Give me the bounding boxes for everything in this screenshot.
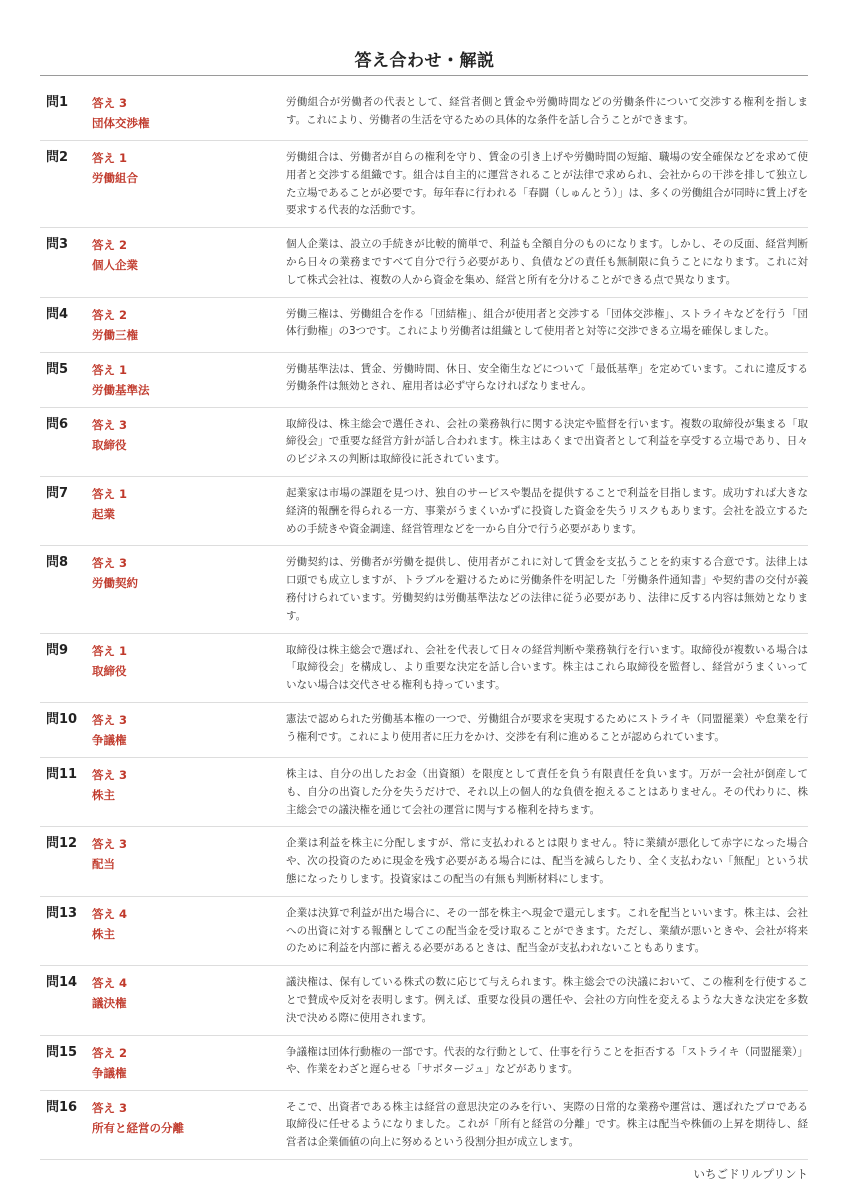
answer-block <box>92 641 286 695</box>
answer-block <box>92 710 286 750</box>
answer-choice: 答え 1 <box>92 643 128 658</box>
answer-block <box>92 305 286 345</box>
answer-row <box>40 703 808 758</box>
explanation-text: そこで、出資者である株主は経営の意思決定のみを行い、実際の日常的な業務や運営は、選ばれたプロである取締役に任せるようになりました。これが「所有と経営の分離」です。株主は配当や株価の上昇を期待し、経営者は企業価値の向上に努めるという役割分担が成立します。 <box>286 1100 808 1149</box>
explanation-text: 企業は決算で利益が出た場合に、その一部を株主へ現金で還元します。これを配当といいます。株主は、会社への出資に対する報酬としてこの配当金を受け取ることができます。ただし、業績が悪いときや、会社が将来のために利益を内部に蓄える必要があるときは、配当金が支払われないこともあります。 <box>286 906 808 955</box>
explanation-text: 個人企業は、設立の手続きが比較的簡単で、利益も全額自分のものになります。しかし、その反面、経営判断から日々の業務まですべて自分で行う必要があり、負債などの責任も無制限に負うことになります。これに対して株式会社は、複数の人から資金を集め、経営と所有を分けることができる点で異なります。 <box>286 238 808 286</box>
answer-term: 株主 <box>92 787 115 802</box>
question-number: 問1 <box>46 95 69 110</box>
answer-choice: 答え 3 <box>92 1100 128 1115</box>
answer-row <box>40 298 808 353</box>
answer-row <box>40 353 808 408</box>
answer-term: 争議権 <box>92 1065 127 1080</box>
explanation-text: 労働三権は、労働組合を作る「団結権」、組合が使用者と交渉する「団体交渉権」、ストライキなどを行う「団体行動権」の3つです。これにより労働者は組織として使用者と対等に交渉できる立場を確保しました。 <box>286 307 808 338</box>
footer-brand: いちごドリルプリント <box>693 1167 808 1181</box>
answer-choice: 答え 1 <box>92 362 128 377</box>
answer-choice: 答え 4 <box>92 976 128 991</box>
question-number: 問11 <box>46 766 78 782</box>
answer-row <box>40 86 808 141</box>
answer-term: 取締役 <box>92 663 127 678</box>
answer-block <box>92 93 286 133</box>
answer-choice: 答え 3 <box>92 96 128 110</box>
answer-term: 配当 <box>92 857 115 872</box>
answer-choice: 答え 3 <box>92 712 128 727</box>
answer-block <box>92 148 286 220</box>
question-number: 問8 <box>46 555 69 571</box>
answer-term: 取締役 <box>92 437 127 452</box>
question-number: 問9 <box>46 642 69 658</box>
answer-row <box>40 1091 808 1160</box>
title-divider <box>40 75 808 76</box>
question-number: 問14 <box>46 975 78 991</box>
answer-term: 争議権 <box>92 732 127 747</box>
answer-block <box>92 973 286 1027</box>
answer-block <box>92 1043 286 1083</box>
answer-row <box>40 634 808 703</box>
answer-choice: 答え 3 <box>92 837 128 852</box>
explanation-text: 労働組合は、労働者が自らの権利を守り、賃金の引き上げや労働時間の短縮、職場の安全確保などを求めて使用者と交渉する組織です。組合は自主的に運営されることが法律で求められ、会社からの干渉を排して独立した立場であることが必要です。毎年春に行われる「春闘（しゅんとう）」は、多くの労働組合が同時に賃上げを要求する代表的な活動です。 <box>286 151 808 217</box>
answer-list <box>40 86 808 1160</box>
answer-term: 株主 <box>92 926 115 941</box>
answer-row <box>40 827 808 896</box>
question-number: 問3 <box>46 237 69 253</box>
answer-block <box>92 834 286 888</box>
question-number: 問5 <box>46 361 69 377</box>
answer-term: 団体交渉権 <box>92 116 150 130</box>
question-number: 問6 <box>46 416 69 432</box>
answer-row <box>40 897 808 966</box>
answer-block <box>92 484 286 538</box>
answer-block <box>92 1098 286 1152</box>
question-number: 問16 <box>46 1099 78 1115</box>
answer-term: 労働三権 <box>92 327 138 342</box>
answer-term: 労働契約 <box>92 576 138 591</box>
explanation-text: 取締役は、株主総会で選任され、会社の業務執行に関する決定や監督を行います。複数の取締役が集まる「取締役会」で重要な経営方針が話し合われます。株主はあくまで出資者として利益を享受する立場であり、日々のビジネスの判断は取締役に託されています。 <box>286 417 808 466</box>
answer-choice: 答え 4 <box>92 906 128 921</box>
question-number: 問12 <box>46 836 78 852</box>
answer-row <box>40 758 808 827</box>
explanation-text: 議決権は、保有している株式の数に応じて与えられます。株主総会での決議において、この権利を行使することで賛成や反対を表明します。例えば、重要な役員の選任や、会社の方向性を変えるような大きな決定を多数決で決める際に使用されます。 <box>286 976 808 1024</box>
explanation-text: 労働組合が労働者の代表として、経営者側と賃金や労働時間などの労働条件について交渉する権利を指します。これにより、労働者の生活を守るための具体的な条件を話し合うことができます。 <box>286 96 808 126</box>
explanation-text: 労働基準法は、賃金、労働時間、休日、安全衛生などについて「最低基準」を定めています。これに違反する労働条件は無効とされ、雇用者は必ず守らなければなりません。 <box>286 362 808 393</box>
answer-choice: 答え 2 <box>92 307 128 322</box>
explanation-text: 憲法で認められた労働基本権の一つで、労働組合が要求を実現するためにストライキ（同盟罷業）や怠業を行う権利です。これにより使用者に圧力をかけ、交渉を有利に進めることが認められています。 <box>286 712 808 743</box>
question-number: 問4 <box>46 306 69 322</box>
answer-choice: 答え 1 <box>92 151 128 165</box>
answer-row <box>40 141 808 228</box>
explanation-text: 起業家は市場の課題を見つけ、独自のサービスや製品を提供することで利益を目指します。成功すれば大きな経済的報酬を得られる一方、事業がうまくいかずに投資した資金を失うリスクもあります。会社を設立するための手続きや資金調達、経営管理などを一から自分で行う必要があります。 <box>286 486 808 535</box>
answer-term: 個人企業 <box>92 258 138 273</box>
answer-term: 起業 <box>92 506 115 521</box>
answer-row <box>40 966 808 1035</box>
answer-block <box>92 360 286 400</box>
answer-row <box>40 546 808 633</box>
question-number: 問10 <box>46 711 78 727</box>
question-number: 問15 <box>46 1044 78 1060</box>
answer-row <box>40 228 808 297</box>
answer-block <box>92 235 286 289</box>
answer-choice: 答え 3 <box>92 556 128 571</box>
answer-row <box>40 1036 808 1091</box>
explanation-text: 企業は利益を株主に分配しますが、常に支払われるとは限りません。特に業績が悪化して赤字になった場合や、次の投資のために現金を残す必要がある場合には、配当を減らしたり、全く支払わない「無配」という状態になったりします。投資家はこの配当の有無も判断材料にします。 <box>286 837 808 885</box>
answer-choice: 答え 1 <box>92 486 128 501</box>
answer-term: 労働基準法 <box>92 382 150 397</box>
answer-block <box>92 553 286 625</box>
answer-term: 議決権 <box>92 996 127 1011</box>
answer-choice: 答え 2 <box>92 1045 128 1060</box>
question-number: 問13 <box>46 905 78 921</box>
answer-row <box>40 408 808 477</box>
answer-term: 所有と経営の分離 <box>92 1120 184 1135</box>
page-title: 答え合わせ・解説 <box>354 51 495 71</box>
answer-block <box>92 765 286 819</box>
answer-term: 労働組合 <box>92 171 138 185</box>
answer-block <box>92 904 286 958</box>
answer-choice: 答え 3 <box>92 767 128 782</box>
explanation-text: 争議権は団体行動権の一部です。代表的な行動として、仕事を行うことを拒否する「ストライキ（同盟罷業）」や、作業をわざと遅らせる「サボタージュ」などがあります。 <box>286 1045 808 1076</box>
question-number: 問7 <box>46 485 69 501</box>
explanation-text: 労働契約は、労働者が労働を提供し、使用者がこれに対して賃金を支払うことを約束する合意です。法律上は口頭でも成立しますが、トラブルを避けるために労働条件を明記した「労働条件通知書」や契約書の交付が義務付けられています。労働契約は労働基準法などの法律に従う必要があり、法律に反する内容は無効となります。 <box>286 556 808 622</box>
question-number: 問2 <box>46 150 69 165</box>
answer-row <box>40 477 808 546</box>
answer-block <box>92 415 286 469</box>
explanation-text: 株主は、自分の出したお金（出資額）を限度として責任を負う有限責任を負います。万が一会社が倒産しても、自分の出資した分を失うだけで、それ以上の個人的な負債を抱えることはありません。その代わりに、株主総会での議決権を通じて会社の運営に関与する権利を持ちます。 <box>286 767 808 816</box>
explanation-text: 取締役は株主総会で選ばれ、会社を代表して日々の経営判断や業務執行を行います。取締役が複数いる場合は「取締役会」を構成し、より重要な決定を話し合います。株主はこれら取締役を監督し、経営がうまくいっていない場合は交代させる権利も持っています。 <box>286 643 808 692</box>
answer-choice: 答え 3 <box>92 417 128 432</box>
answer-choice: 答え 2 <box>92 238 128 253</box>
